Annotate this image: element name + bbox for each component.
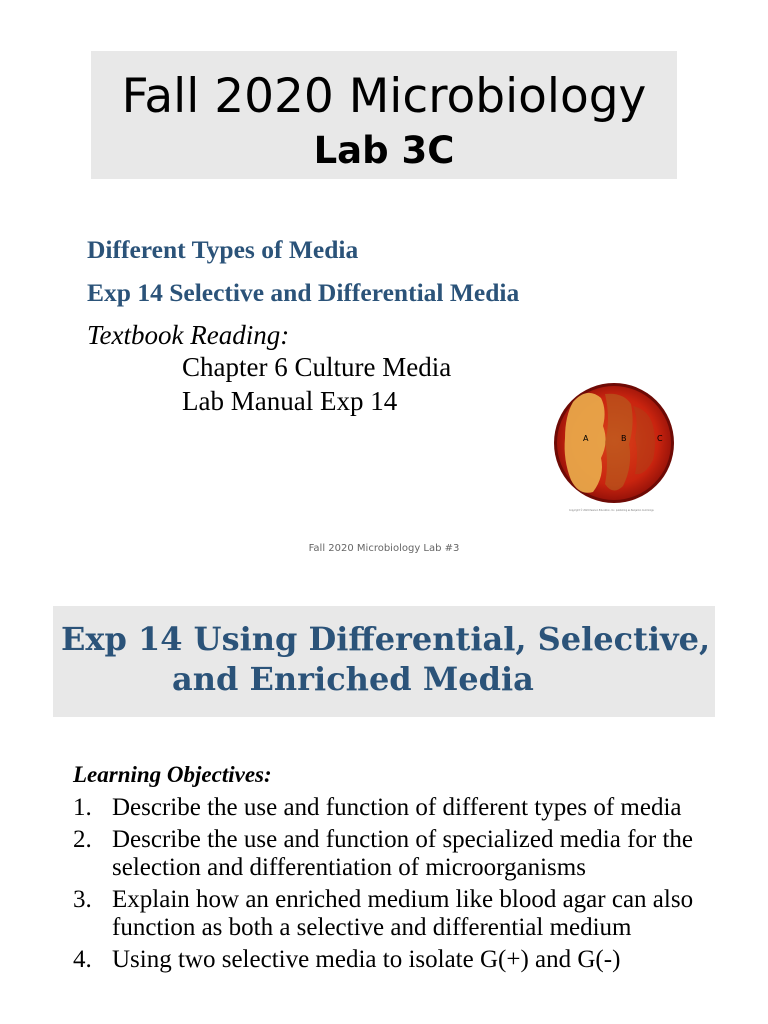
slide2-title-line1: Exp 14 Using Differential, Selective,: [61, 620, 711, 658]
objective-number: 2.: [73, 825, 92, 853]
plate-label-c: C: [657, 434, 663, 443]
slide2-title-line2: and Enriched Media: [172, 660, 534, 698]
slide1-title-box: [91, 51, 677, 179]
heading-exp14: Exp 14 Selective and Differential Media: [87, 278, 520, 307]
objective-number: 4.: [73, 945, 92, 973]
heading-media-types: Different Types of Media: [87, 235, 359, 264]
objective-item: [73, 946, 713, 975]
objective-text: Explain how an enriched medium like blood agar can also function as both a selective and differential medium: [112, 885, 694, 941]
plate-label-b: B: [621, 434, 627, 443]
slide-subtitle: Lab 3C: [313, 129, 455, 172]
objective-number: 3.: [73, 885, 92, 913]
objective-item: [73, 826, 713, 883]
plate-copyright: Copyright © 2020 Pearson Education, Inc. publishing as Benjamin Cummings: [569, 509, 654, 512]
objective-item: [73, 794, 713, 823]
objective-text: Describe the use and function of specialized media for the selection and differentiation of microorganisms: [112, 825, 694, 881]
objectives-list: [73, 794, 713, 977]
objective-number: 1.: [73, 794, 92, 821]
reading-item: Chapter 6 Culture Media: [182, 352, 452, 382]
plate-label-a: A: [583, 434, 589, 443]
objective-text: Describe the use and function of different types of media: [112, 794, 682, 821]
slide2-title-box: [53, 606, 715, 717]
learning-objectives-label: Learning Objectives:: [73, 762, 272, 787]
objective-text: Using two selective media to isolate G(+) and G(-): [112, 945, 621, 973]
textbook-reading-label: Textbook Reading:: [87, 320, 290, 350]
reading-item: Lab Manual Exp 14: [182, 386, 398, 416]
slide-title: Fall 2020 Microbiology: [121, 69, 647, 124]
objective-item: [73, 886, 713, 943]
blood-agar-plate-image: [553, 380, 677, 516]
slide-footer: Fall 2020 Microbiology Lab #3: [308, 543, 460, 554]
